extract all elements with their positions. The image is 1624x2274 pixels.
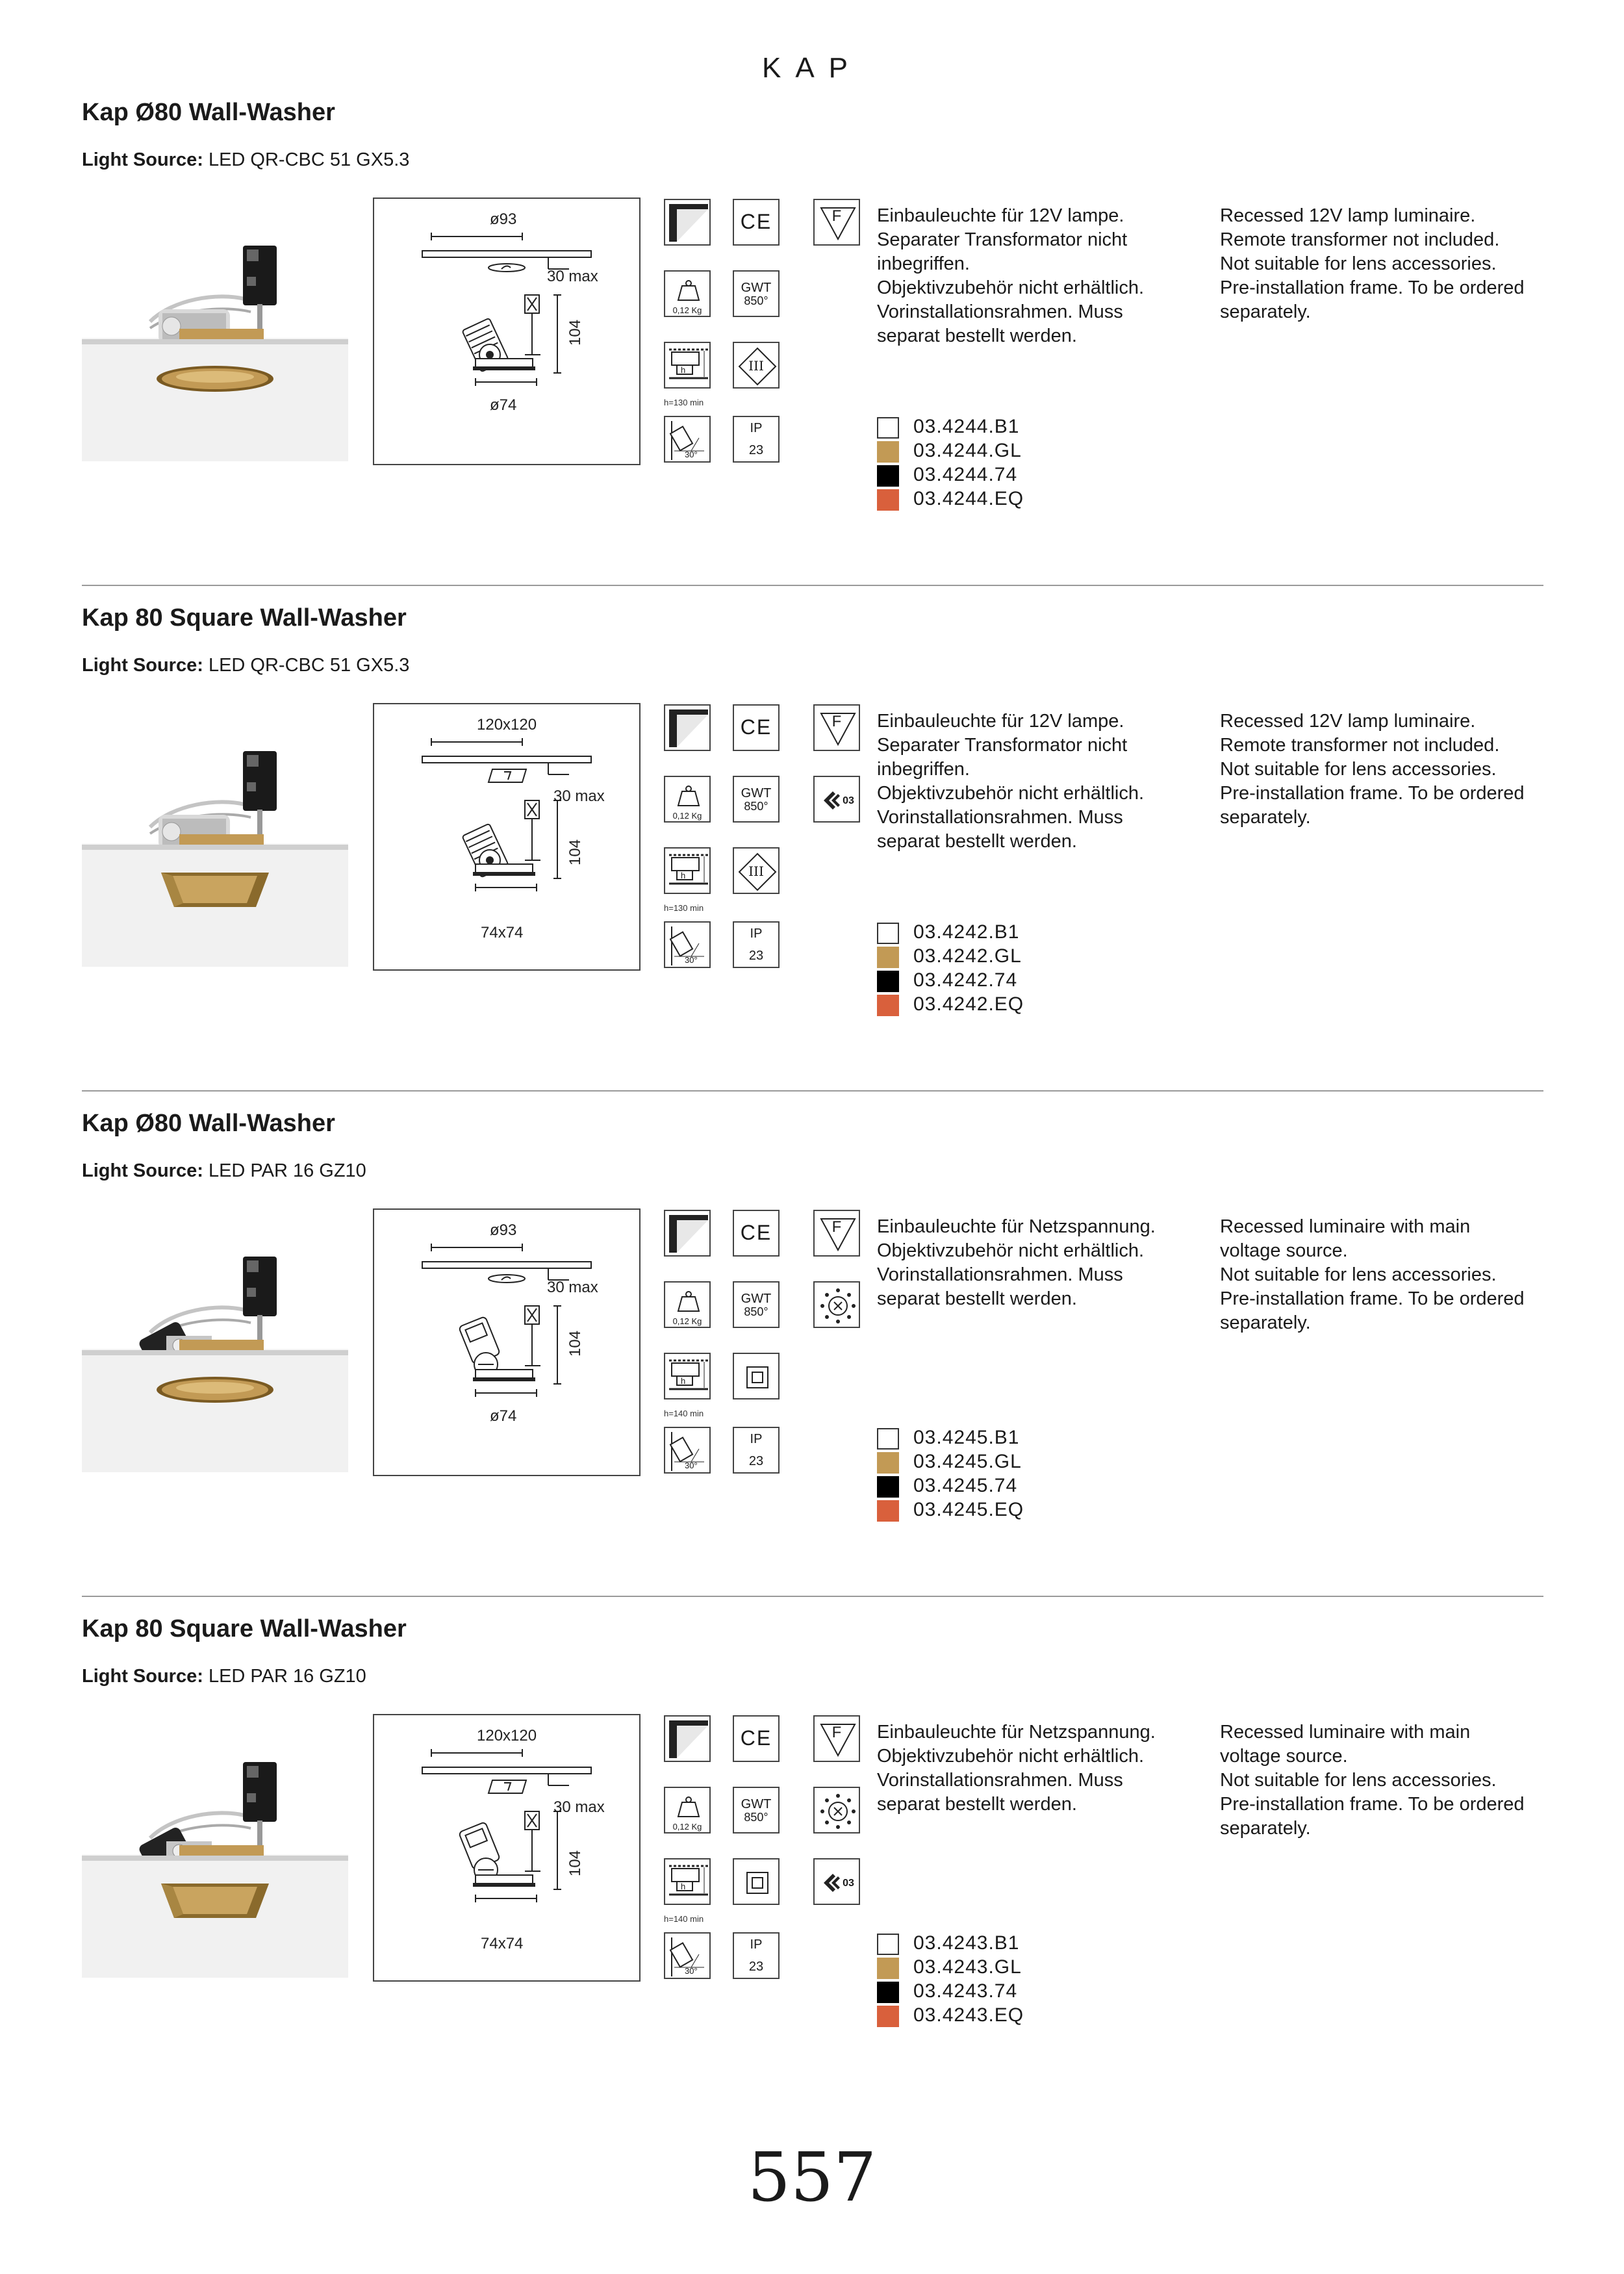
description-en	[1220, 204, 1525, 324]
light-source-value: LED QR-CBC 51 GX5.3	[208, 655, 410, 676]
sun-adjust-icon	[813, 1281, 860, 1328]
color-swatch-gold	[877, 441, 899, 463]
light-source-label: Light Source:	[82, 1160, 203, 1181]
desc-en-line: Pre-installation frame. To be ordered	[1220, 783, 1525, 804]
dim-depth: 30 max	[553, 787, 605, 805]
ip-label: IP	[750, 926, 763, 941]
weight-icon	[664, 1787, 711, 1833]
desc-en-line: Not suitable for lens accessories.	[1220, 253, 1497, 274]
description-en	[1220, 1720, 1525, 1841]
desc-de-line: separat bestellt werden.	[877, 1288, 1077, 1309]
installation-height: h=130 min	[664, 903, 704, 913]
product-title: Kap 80 Square Wall-Washer	[82, 604, 407, 632]
gwt-temp: 850°	[744, 1811, 768, 1824]
gwt-temp: 850°	[744, 294, 768, 307]
f-mark-icon	[813, 1210, 860, 1257]
product-photo	[82, 1206, 348, 1472]
section-divider	[82, 1090, 1543, 1092]
sun-adjust-icon	[813, 1787, 860, 1833]
ip-value: 23	[748, 949, 764, 963]
technical-drawing	[373, 1208, 641, 1476]
f-mark-icon	[813, 1715, 860, 1762]
product-code: 03.4242.B1	[913, 921, 1020, 943]
f-mark-icon	[813, 704, 860, 751]
lamp-position-icon	[664, 1210, 711, 1257]
ip-rating-icon	[733, 416, 780, 463]
dim-height: 104	[566, 319, 584, 346]
tilt-icon	[664, 416, 711, 463]
desc-de-line: Vorinstallationsrahmen. Muss	[877, 1264, 1123, 1285]
technical-drawing	[373, 1714, 641, 1982]
tilt-angle: 30°	[685, 1461, 698, 1470]
product-code: 03.4242.EQ	[913, 993, 1024, 1015]
desc-en-line: Recessed luminaire with main	[1220, 1722, 1471, 1743]
installation-height: h=140 min	[664, 1409, 704, 1418]
class-iii-icon: III	[733, 847, 780, 894]
desc-en-line: Remote transformer not included.	[1220, 735, 1500, 756]
f-label: F	[831, 207, 842, 225]
product-code: 03.4245.74	[913, 1475, 1018, 1496]
dim-bottom: 74x74	[481, 1935, 524, 1952]
product-code: 03.4245.B1	[913, 1427, 1020, 1448]
h-label: h	[681, 1882, 686, 1891]
light-source	[82, 1160, 366, 1182]
desc-en-line: Recessed 12V lamp luminaire.	[1220, 205, 1476, 226]
dim-top: ø93	[490, 1221, 517, 1239]
installation-height: h=130 min	[664, 398, 704, 407]
desc-de-line: Objektivzubehör nicht erhältlich.	[877, 277, 1145, 298]
installation-icon	[664, 847, 711, 894]
color-swatch-coral	[877, 2006, 899, 2027]
ip-value: 23	[748, 1960, 764, 1974]
product-code: 03.4243.74	[913, 1980, 1018, 2002]
lamp-position-icon	[664, 704, 711, 751]
page-number: 557	[747, 2138, 877, 2217]
dim-depth: 30 max	[547, 1279, 598, 1296]
ip-rating-icon	[733, 1932, 780, 1979]
tilt-angle: 30°	[685, 1966, 698, 1976]
gwt-icon	[733, 1281, 780, 1328]
color-swatch-white	[877, 1428, 899, 1450]
installation-icon	[664, 342, 711, 389]
dim-top: 120x120	[477, 716, 537, 734]
ip-value: 23	[748, 443, 764, 457]
color-swatch-gold	[877, 1452, 899, 1474]
desc-de-line: Separater Transformator nicht	[877, 735, 1128, 756]
product-section	[82, 99, 1543, 606]
f-label: F	[831, 713, 842, 730]
product-section	[82, 1110, 1543, 1616]
desc-de-line: Separater Transformator nicht	[877, 229, 1128, 250]
gwt-temp: 850°	[744, 800, 768, 813]
weight-value: 0,12 Kg	[672, 1316, 702, 1326]
product-title: Kap Ø80 Wall-Washer	[82, 1110, 335, 1137]
product-section	[82, 1615, 1543, 2122]
f-mark-icon	[813, 199, 860, 246]
color-swatch-black	[877, 1476, 899, 1498]
desc-de-line: Einbauleuchte für Netzspannung.	[877, 1722, 1156, 1743]
tilt-angle: 30°	[685, 450, 698, 459]
product-code: 03.4243.EQ	[913, 2004, 1024, 2026]
dim-depth: 30 max	[553, 1798, 605, 1816]
desc-de-line: Einbauleuchte für Netzspannung.	[877, 1216, 1156, 1237]
desc-de-line: Objektivzubehör nicht erhältlich.	[877, 783, 1145, 804]
description-en	[1220, 709, 1525, 830]
product-photo	[82, 1711, 348, 1978]
product-photo	[82, 700, 348, 967]
gwt-icon	[733, 776, 780, 823]
installation-height: h=140 min	[664, 1914, 704, 1924]
dim-bottom: 74x74	[481, 924, 524, 941]
color-swatch-gold	[877, 1958, 899, 1979]
desc-de-line: separat bestellt werden.	[877, 831, 1077, 852]
light-source-label: Light Source:	[82, 655, 203, 676]
desc-en-line: separately.	[1220, 807, 1311, 828]
description-en	[1220, 1215, 1525, 1335]
weight-value: 0,12 Kg	[672, 811, 702, 821]
desc-de-line: Vorinstallationsrahmen. Muss	[877, 301, 1123, 322]
desc-en-line: Pre-installation frame. To be ordered	[1220, 1794, 1525, 1815]
class-ii-icon	[733, 1858, 780, 1905]
desc-en-line: Recessed luminaire with main	[1220, 1216, 1471, 1237]
ip-label: IP	[750, 1937, 763, 1952]
ip-label: IP	[750, 421, 763, 435]
lamp-position-icon	[664, 199, 711, 246]
desc-de-line: separat bestellt werden.	[877, 326, 1077, 346]
dim-bottom: ø74	[490, 396, 517, 414]
product-code: 03.4244.GL	[913, 440, 1022, 461]
ce-mark-icon	[733, 1210, 780, 1257]
weight-icon	[664, 270, 711, 317]
gwt-temp: 850°	[744, 1305, 768, 1318]
ip-value: 23	[748, 1454, 764, 1468]
dim-top: 120x120	[477, 1727, 537, 1744]
weight-value: 0,12 Kg	[672, 305, 702, 315]
desc-en-line: Recessed 12V lamp luminaire.	[1220, 711, 1476, 732]
color-swatch-black	[877, 465, 899, 487]
ce-mark-icon	[733, 704, 780, 751]
desc-de-line: inbegriffen.	[877, 253, 970, 274]
desc-en-line: Not suitable for lens accessories.	[1220, 1264, 1497, 1285]
ce-label: CE	[740, 1221, 772, 1244]
ip-label: IP	[750, 1432, 763, 1446]
product-section	[82, 604, 1543, 1111]
light-source-value: LED PAR 16 GZ10	[208, 1666, 366, 1687]
product-code: 03.4243.GL	[913, 1956, 1022, 1978]
f-label: F	[831, 1218, 842, 1236]
gwt-icon	[733, 1787, 780, 1833]
light-source-value: LED PAR 16 GZ10	[208, 1160, 366, 1181]
light-source-label: Light Source:	[82, 1666, 203, 1687]
desc-en-line: separately.	[1220, 1818, 1311, 1839]
class-ii-icon	[733, 1353, 780, 1399]
product-title: Kap 80 Square Wall-Washer	[82, 1615, 407, 1642]
product-code: 03.4243.B1	[913, 1932, 1020, 1954]
product-code: 03.4242.GL	[913, 945, 1022, 967]
gwt-label: GWT	[741, 1292, 772, 1306]
ip-rating-icon	[733, 921, 780, 968]
dim-depth: 30 max	[547, 268, 598, 285]
class-iii-icon: III	[733, 342, 780, 389]
desc-en-line: Not suitable for lens accessories.	[1220, 1770, 1497, 1791]
dim-height: 104	[566, 839, 584, 865]
desc-en-line: separately.	[1220, 301, 1311, 322]
dim-bottom: ø74	[490, 1407, 517, 1425]
weight-icon	[664, 1281, 711, 1328]
energy-class-icon	[813, 776, 860, 823]
product-code: 03.4245.GL	[913, 1451, 1022, 1472]
gwt-label: GWT	[741, 786, 772, 800]
desc-en-line: Not suitable for lens accessories.	[1220, 759, 1497, 780]
h-label: h	[681, 871, 686, 880]
desc-en-line: Pre-installation frame. To be ordered	[1220, 1288, 1525, 1309]
installation-icon	[664, 1353, 711, 1399]
desc-de-line: Vorinstallationsrahmen. Muss	[877, 807, 1123, 828]
ce-label: CE	[740, 715, 772, 739]
product-photo	[82, 195, 348, 461]
light-source-label: Light Source:	[82, 149, 203, 170]
light-source	[82, 655, 409, 676]
ce-mark-icon	[733, 1715, 780, 1762]
ce-mark-icon	[733, 199, 780, 246]
light-source	[82, 1666, 366, 1687]
color-swatch-white	[877, 923, 899, 944]
desc-en-line: Pre-installation frame. To be ordered	[1220, 277, 1525, 298]
description-de	[877, 1215, 1156, 1311]
description-de	[877, 709, 1144, 854]
tilt-icon	[664, 921, 711, 968]
desc-de-line: separat bestellt werden.	[877, 1794, 1077, 1815]
desc-de-line: Einbauleuchte für 12V lampe.	[877, 711, 1124, 732]
desc-en-line: Remote transformer not included.	[1220, 229, 1500, 250]
h-label: h	[681, 365, 686, 375]
product-code: 03.4244.74	[913, 464, 1018, 485]
energy-class-icon	[813, 1858, 860, 1905]
weight-value: 0,12 Kg	[672, 1822, 702, 1832]
color-swatch-coral	[877, 995, 899, 1016]
desc-en-line: voltage source.	[1220, 1240, 1348, 1261]
section-divider	[82, 1596, 1543, 1597]
h-label: h	[681, 1376, 686, 1386]
tilt-angle: 30°	[685, 955, 698, 965]
desc-de-line: inbegriffen.	[877, 759, 970, 780]
color-swatch-gold	[877, 947, 899, 968]
desc-de-line: Einbauleuchte für 12V lampe.	[877, 205, 1124, 226]
f-label: F	[831, 1724, 842, 1741]
dim-height: 104	[566, 1330, 584, 1357]
dim-height: 104	[566, 1850, 584, 1876]
section-divider	[82, 585, 1543, 586]
gwt-label: GWT	[741, 281, 772, 295]
color-swatch-black	[877, 1982, 899, 2003]
ce-label: CE	[740, 210, 772, 233]
energy-label: 03	[843, 1878, 854, 1889]
weight-icon	[664, 776, 711, 823]
technical-drawing	[373, 703, 641, 971]
ce-label: CE	[740, 1726, 772, 1750]
ip-rating-icon	[733, 1427, 780, 1474]
gwt-label: GWT	[741, 1797, 772, 1811]
dim-top: ø93	[490, 211, 517, 228]
color-swatch-white	[877, 1934, 899, 1955]
installation-icon	[664, 1858, 711, 1905]
desc-de-line: Vorinstallationsrahmen. Muss	[877, 1770, 1123, 1791]
brand-title: KAP	[761, 52, 863, 84]
technical-drawing	[373, 198, 641, 465]
desc-de-line: Objektivzubehör nicht erhältlich.	[877, 1746, 1145, 1767]
light-source	[82, 149, 409, 171]
tilt-icon	[664, 1427, 711, 1474]
product-title: Kap Ø80 Wall-Washer	[82, 99, 335, 126]
product-code: 03.4242.74	[913, 969, 1018, 991]
description-de	[877, 204, 1144, 348]
gwt-icon	[733, 270, 780, 317]
color-swatch-coral	[877, 1500, 899, 1522]
desc-en-line: separately.	[1220, 1312, 1311, 1333]
lamp-position-icon	[664, 1715, 711, 1762]
color-swatch-coral	[877, 489, 899, 511]
desc-de-line: Objektivzubehör nicht erhältlich.	[877, 1240, 1145, 1261]
desc-en-line: voltage source.	[1220, 1746, 1348, 1767]
product-code: 03.4244.EQ	[913, 488, 1024, 509]
color-swatch-black	[877, 971, 899, 992]
product-code: 03.4244.B1	[913, 416, 1020, 437]
product-code: 03.4245.EQ	[913, 1499, 1024, 1520]
light-source-value: LED QR-CBC 51 GX5.3	[208, 149, 410, 170]
energy-label: 03	[843, 795, 854, 806]
color-swatch-white	[877, 417, 899, 439]
description-de	[877, 1720, 1156, 1817]
tilt-icon	[664, 1932, 711, 1979]
